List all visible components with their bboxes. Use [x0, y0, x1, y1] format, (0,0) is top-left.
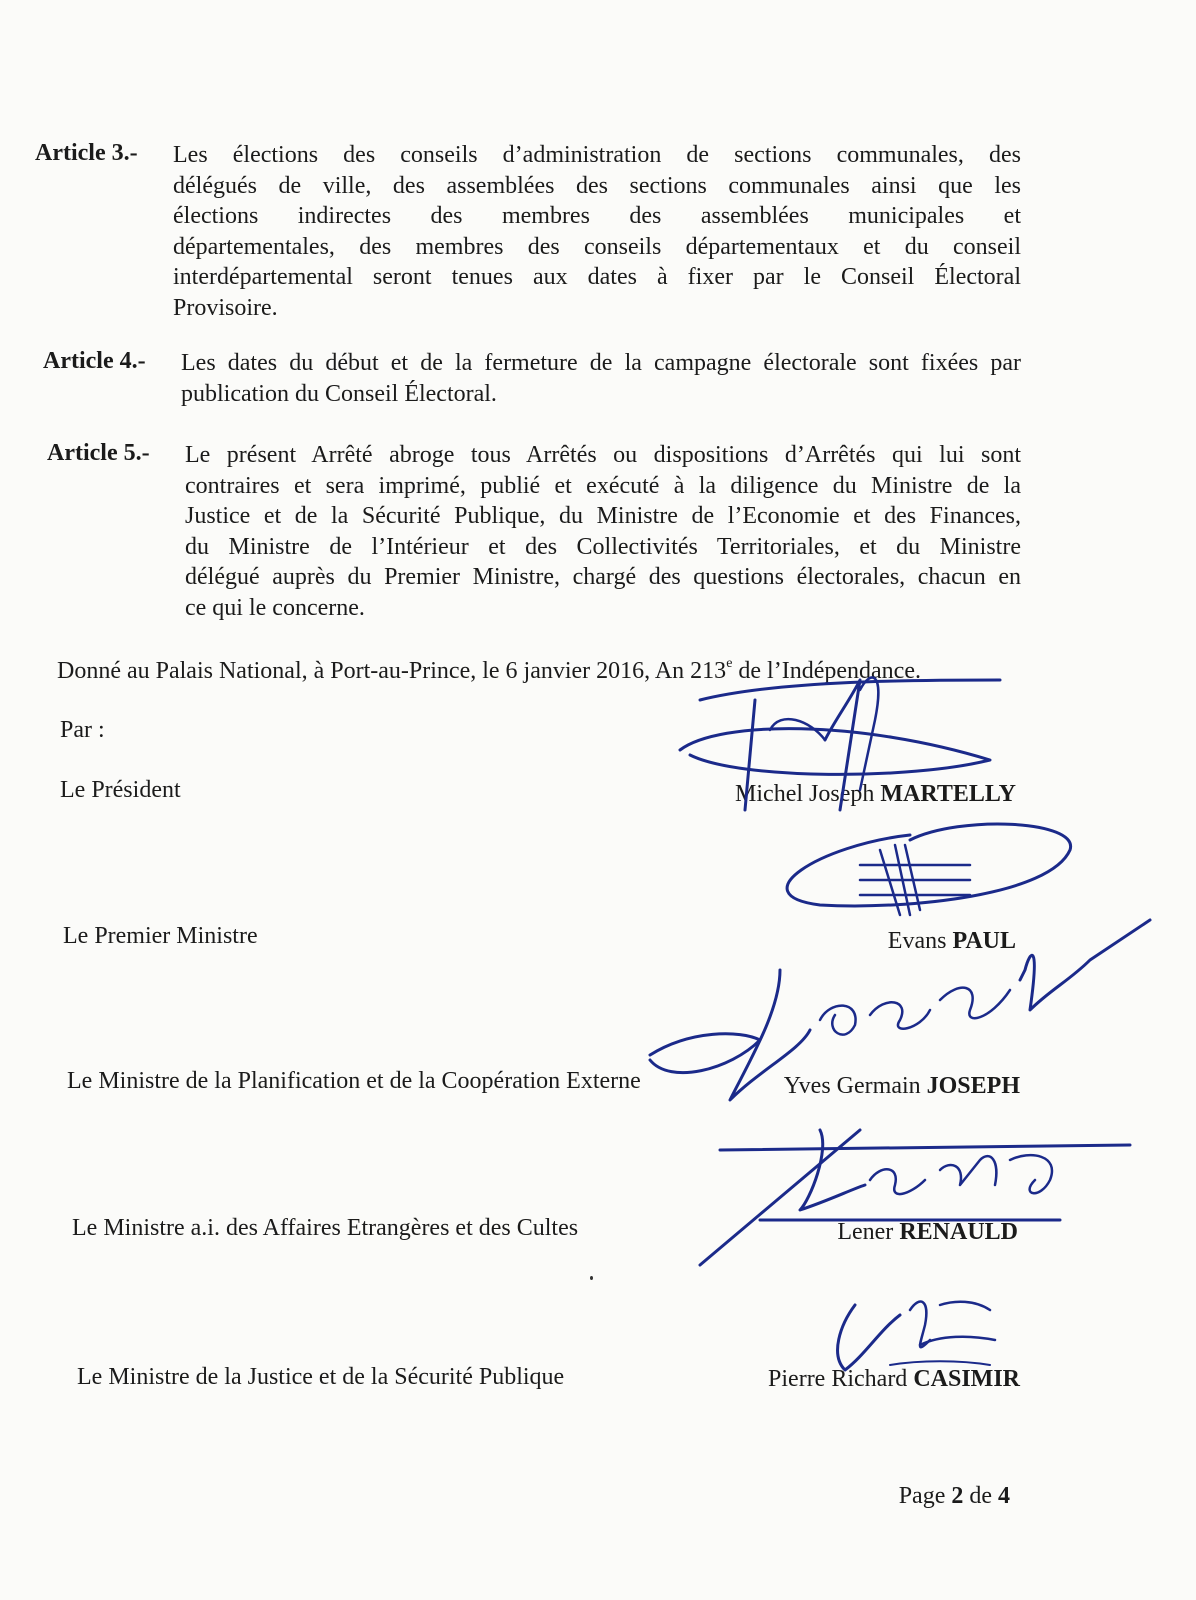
article-3-line: interdépartemental seront tenues aux dates à fixer par le Conseil Électoral: [173, 264, 1021, 290]
page-word: Page: [898, 1483, 946, 1509]
signer-martelly: [735, 781, 1016, 808]
signer-last-name: JOSEPH: [926, 1073, 1020, 1099]
role-president: Le Président: [60, 777, 181, 803]
signer-first-name: Lener: [837, 1219, 894, 1245]
article-3-line: élections indirectes des membres des assemblées municipales et: [173, 203, 1021, 229]
signer-last-name: MARTELLY: [880, 781, 1016, 807]
article-5-line: délégué auprès du Premier Ministre, chargé des questions électorales, chacun en: [185, 564, 1021, 590]
article-3-line: Provisoire.: [173, 294, 278, 321]
role-planning-minister: Le Ministre de la Planification et de la Coopération Externe: [67, 1068, 641, 1094]
article-4-line: publication du Conseil Électoral.: [181, 380, 497, 407]
par-label: Par :: [60, 717, 105, 743]
signer-renauld: [837, 1219, 1018, 1246]
article-3-line: délégués de ville, des assemblées des sections communales ainsi que les: [173, 172, 1021, 199]
article-3-line: Les élections des conseils d’administration de sections communales, des: [173, 142, 1021, 168]
article-4: [43, 348, 1021, 409]
signer-paul: [888, 928, 1016, 955]
signer-first-name: Evans: [887, 928, 947, 954]
article-3-line: départementales, des membres des conseils départementaux et du conseil: [173, 233, 1021, 260]
given-at-statement: [57, 658, 921, 685]
article-5-line: Le présent Arrêté abroge tous Arrêtés ou dispositions d’Arrêtés qui lui sont: [185, 442, 1021, 468]
given-text-after: de l’Indépendance.: [732, 658, 921, 684]
signer-last-name: CASIMIR: [913, 1366, 1020, 1392]
signer-joseph: [784, 1073, 1020, 1100]
role-foreign-affairs-minister: Le Ministre a.i. des Affaires Etrangères et des Cultes: [72, 1215, 579, 1241]
article-5-label: Article 5.-: [47, 440, 150, 466]
total-pages: 4: [998, 1483, 1010, 1509]
article-4-label: Article 4.-: [43, 348, 146, 374]
of-word: de: [969, 1483, 992, 1509]
signer-last-name: PAUL: [952, 928, 1016, 954]
article-4-body: [181, 348, 1021, 409]
article-5-line: du Ministre de l’Intérieur et des Collectivités Territoriales, et du Ministre: [185, 533, 1021, 560]
ink-speck: [590, 1276, 593, 1280]
given-text-before: Donné au Palais National, à Port-au-Prince, le 6 janvier 2016, An 213: [57, 658, 727, 684]
signer-first-name: Pierre Richard: [768, 1366, 908, 1392]
current-page: 2: [951, 1483, 964, 1509]
page-number: [899, 1483, 1010, 1510]
article-5-line: contraires et sera imprimé, publié et exécuté à la diligence du Ministre de la: [185, 472, 1021, 499]
signer-first-name: Yves Germain: [783, 1073, 921, 1099]
given-superscript: e: [726, 656, 733, 671]
article-5: [47, 440, 1021, 623]
article-4-line: Les dates du début et de la fermeture de la campagne électorale sont fixées par: [181, 350, 1021, 376]
article-3-body: [173, 140, 1021, 323]
role-justice-minister: Le Ministre de la Justice et de la Sécurité Publique: [77, 1364, 565, 1390]
article-5-body: [185, 440, 1021, 623]
signer-last-name: RENAULD: [899, 1219, 1018, 1245]
signer-first-name: Michel Joseph: [735, 781, 875, 807]
article-3: [35, 140, 1021, 323]
role-prime-minister: Le Premier Ministre: [63, 923, 258, 949]
article-5-line: ce qui le concerne.: [185, 594, 365, 621]
article-5-line: Justice et de la Sécurité Publique, du Ministre de l’Economie et des Finances,: [185, 503, 1021, 529]
signature-paul-scribble: [760, 815, 1090, 925]
article-3-label: Article 3.-: [35, 140, 138, 166]
signer-casimir: [768, 1366, 1020, 1393]
